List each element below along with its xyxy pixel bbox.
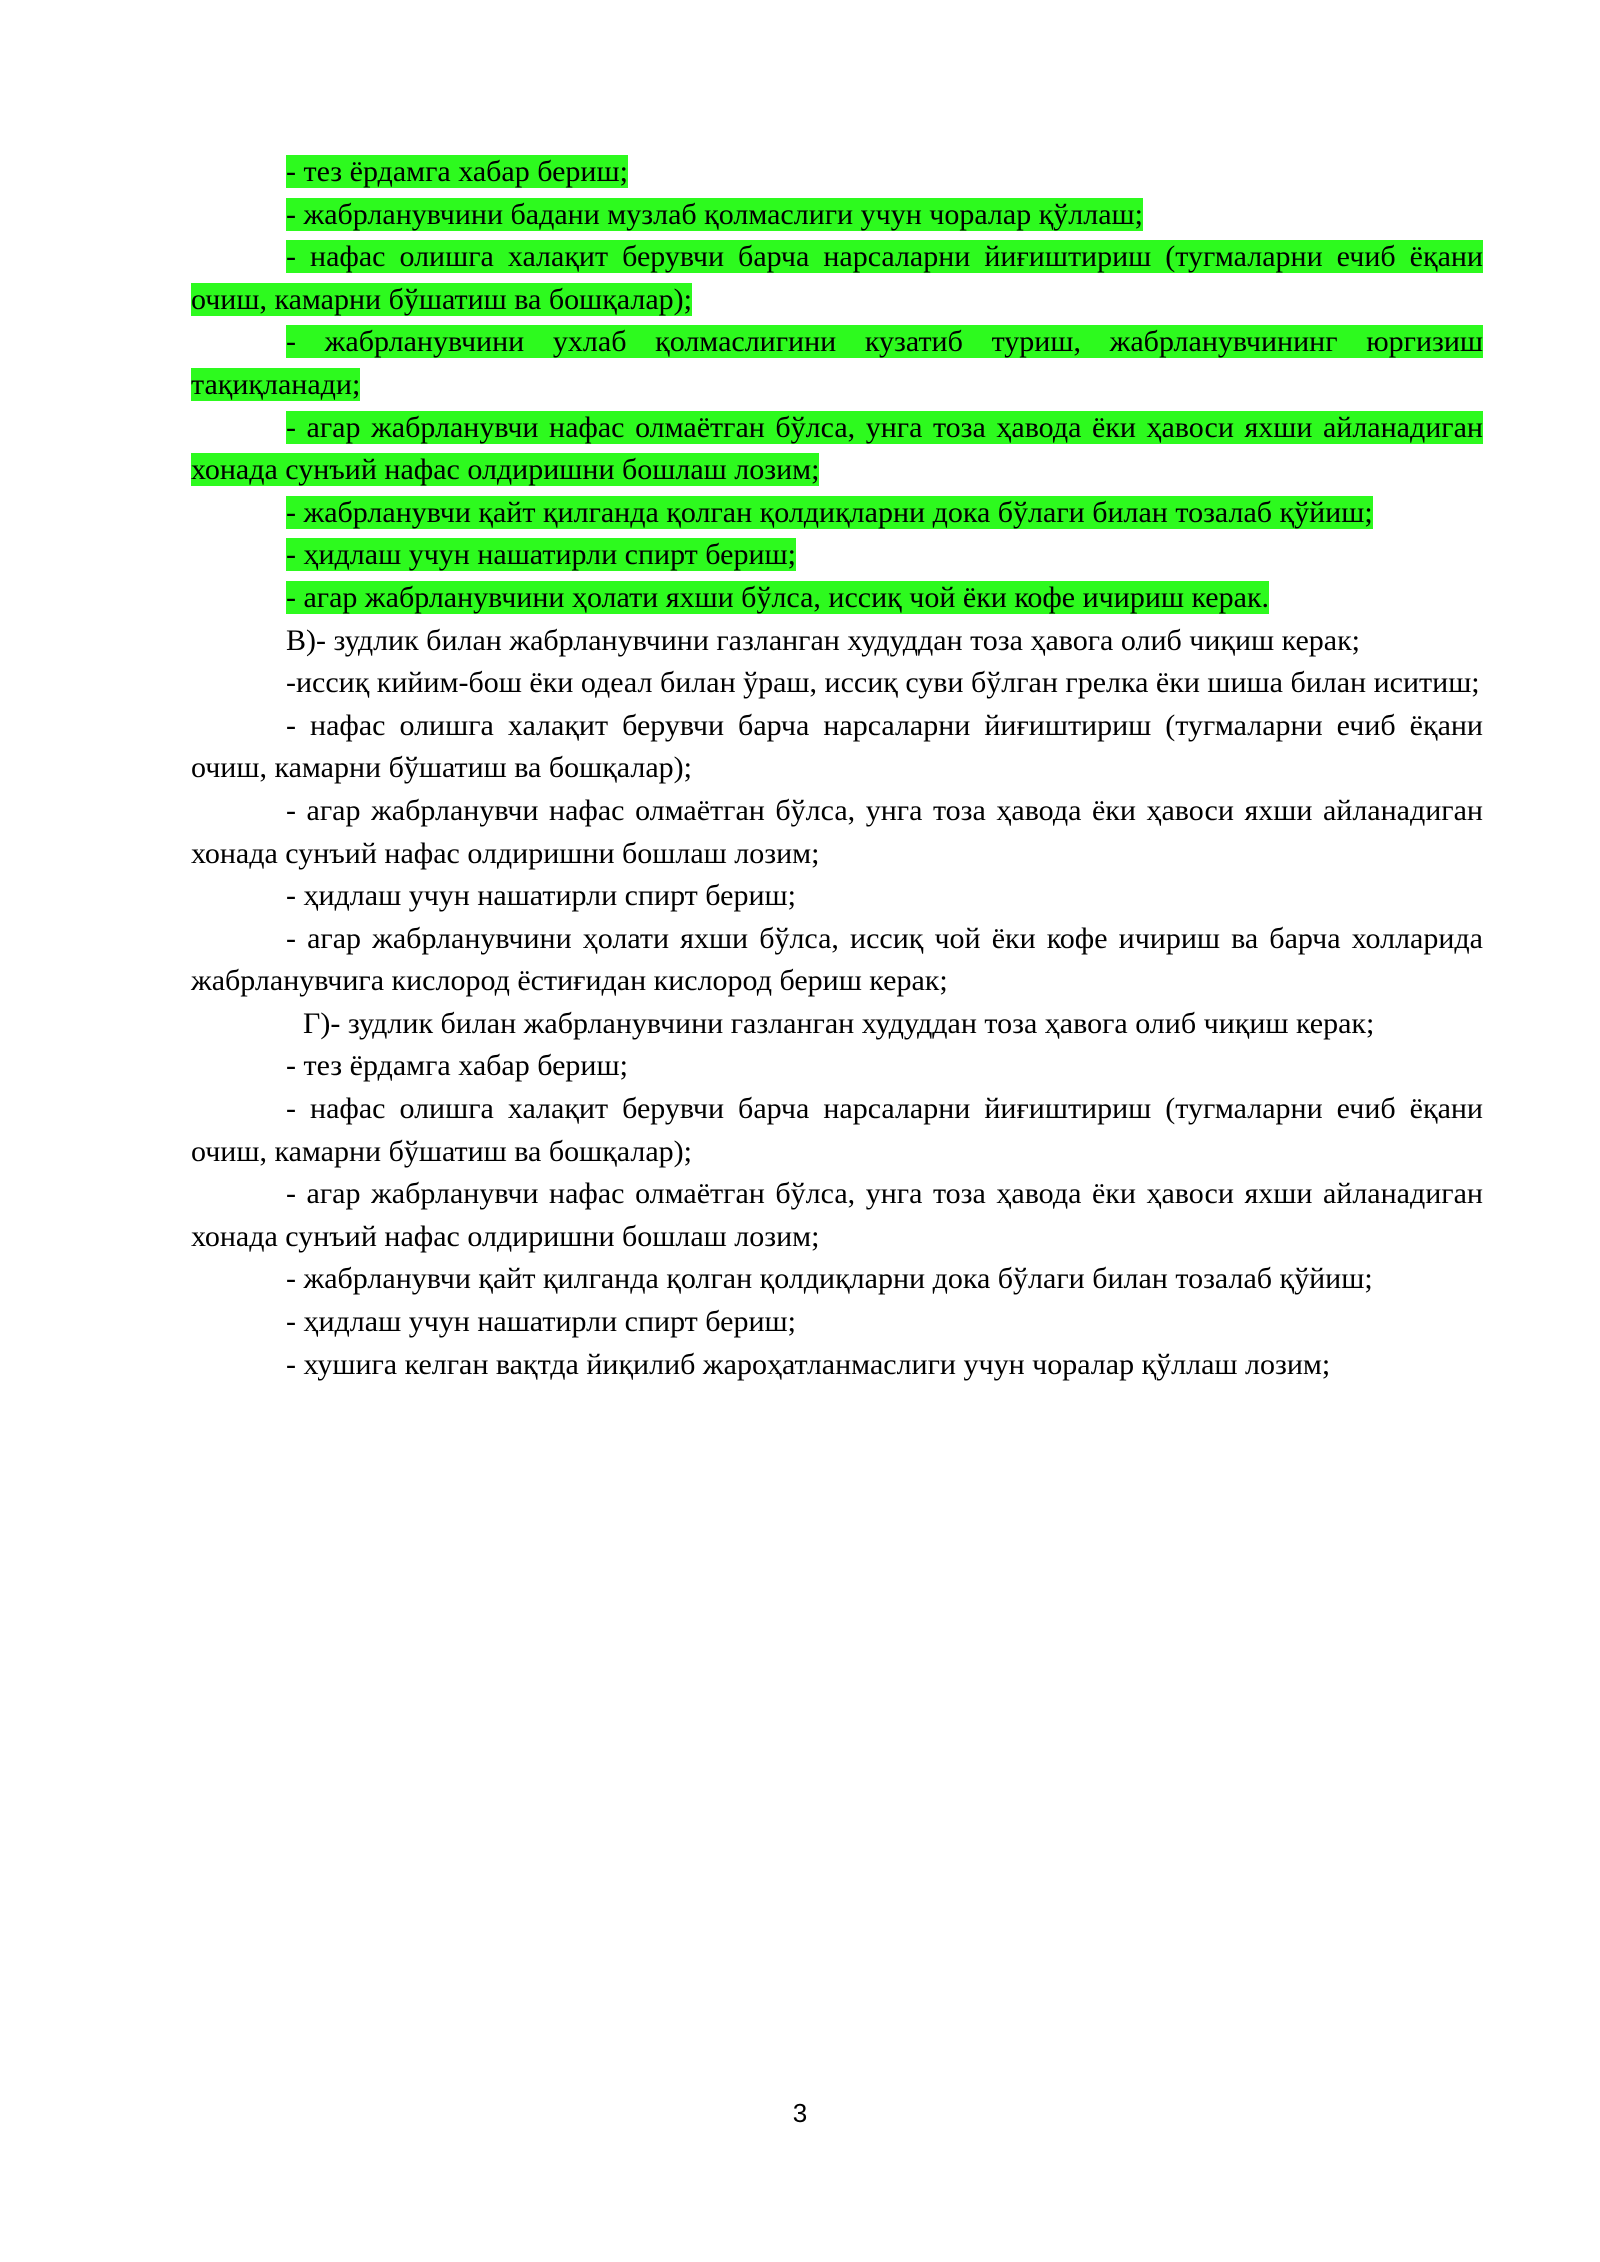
highlighted-paragraph bbox=[191, 534, 1483, 577]
highlighted-paragraph bbox=[191, 407, 1483, 492]
highlighted-text: - тез ёрдамга хабар бериш; bbox=[286, 155, 628, 188]
section-g-item: - хушига келган вақтда йиқилиб жароҳатланмаслиги учун чоралар қўллаш лозим; bbox=[286, 1347, 1331, 1381]
section-g-item: - агар жабрланувчи нафас олмаётган бўлса, унга тоза ҳавода ёки ҳавоси яхши айланадиган хонада сунъий нафас олдиришни бошлаш лозим; bbox=[191, 1177, 1483, 1253]
highlighted-text: - жабрланувчини бадани музлаб қолмаслиги учун чоралар қўллаш; bbox=[286, 197, 1143, 231]
highlighted-text: - агар жабрланувчини ҳолати яхши бўлса, иссиқ чой ёки кофе ичириш керак. bbox=[286, 580, 1270, 614]
section-b-item: - ҳидлаш учун нашатирли спирт бериш; bbox=[286, 879, 796, 913]
section-g-heading: Г)- зудлик билан жабрланувчини газланган худуддан тоза ҳавога олиб чиқиш керак; bbox=[303, 1006, 1375, 1040]
page-number: 3 bbox=[792, 2098, 808, 2128]
highlighted-paragraph bbox=[191, 236, 1483, 321]
section-g-item: - нафас олишга халақит берувчи барча нарсаларни йиғиштириш (тугмаларни ечиб ёқани очиш, камарни бўшатиш ва бошқалар); bbox=[191, 1092, 1483, 1168]
section-b-item: -иссиқ кийим-бош ёки одеал билан ўраш, иссиқ суви бўлган грелка ёки шиша билан иситиш; bbox=[286, 666, 1480, 700]
section-g-item: - жабрланувчи қайт қилганда қолган қолдиқларни дока бўлаги билан тозалаб қўйиш; bbox=[286, 1262, 1373, 1296]
section-b-item: - агар жабрланувчини ҳолати яхши бўлса, иссиқ чой ёки кофе ичириш ва барча холларида жабрланувчига кислород ёстиғидан кислород бериш керак; bbox=[191, 921, 1483, 998]
section-g-item: - ҳидлаш учун нашатирли спирт бериш; bbox=[286, 1305, 796, 1339]
highlighted-text: - ҳидлаш учун нашатирли спирт бериш; bbox=[286, 538, 796, 572]
highlighted-text: - жабрланувчини ухлаб қолмаслигини кузатиб туриш, жабрланувчининг юргизиш тақиқланади; bbox=[191, 325, 1483, 401]
highlighted-text: - жабрланувчи қайт қилганда қолган қолдиқларни дока бўлаги билан тозалаб қўйиш; bbox=[286, 495, 1373, 529]
highlighted-paragraph bbox=[191, 577, 1483, 620]
section-b-item: - агар жабрланувчи нафас олмаётган бўлса, унга тоза ҳавода ёки ҳавоси яхши айланадиган хонада сунъий нафас олдиришни бошлаш лозим; bbox=[191, 793, 1483, 870]
highlighted-paragraph bbox=[191, 321, 1483, 406]
document-body bbox=[191, 151, 1483, 1386]
section-b-item: - нафас олишга халақит берувчи барча нарсаларни йиғиштириш (тугмаларни ечиб ёқани очиш, камарни бўшатиш ва бошқалар); bbox=[191, 708, 1483, 785]
highlighted-text: - нафас олишга халақит берувчи барча нарсаларни йиғиштириш (тугмаларни ечиб ёқани очиш, камарни бўшатиш ва бошқалар); bbox=[191, 240, 1483, 316]
highlighted-paragraph bbox=[191, 492, 1483, 535]
highlighted-paragraph bbox=[191, 194, 1483, 237]
highlighted-text: - агар жабрланувчи нафас олмаётган бўлса, унга тоза ҳавода ёки ҳавоси яхши айланадиган хонада сунъий нафас олдиришни бошлаш лозим; bbox=[191, 410, 1483, 487]
highlighted-paragraph bbox=[191, 151, 1483, 194]
section-b-heading: В)- зудлик билан жабрланувчини газланган худуддан тоза ҳавога олиб чиқиш керак; bbox=[286, 623, 1361, 657]
section-g-item: - тез ёрдамга хабар бериш; bbox=[286, 1049, 628, 1083]
